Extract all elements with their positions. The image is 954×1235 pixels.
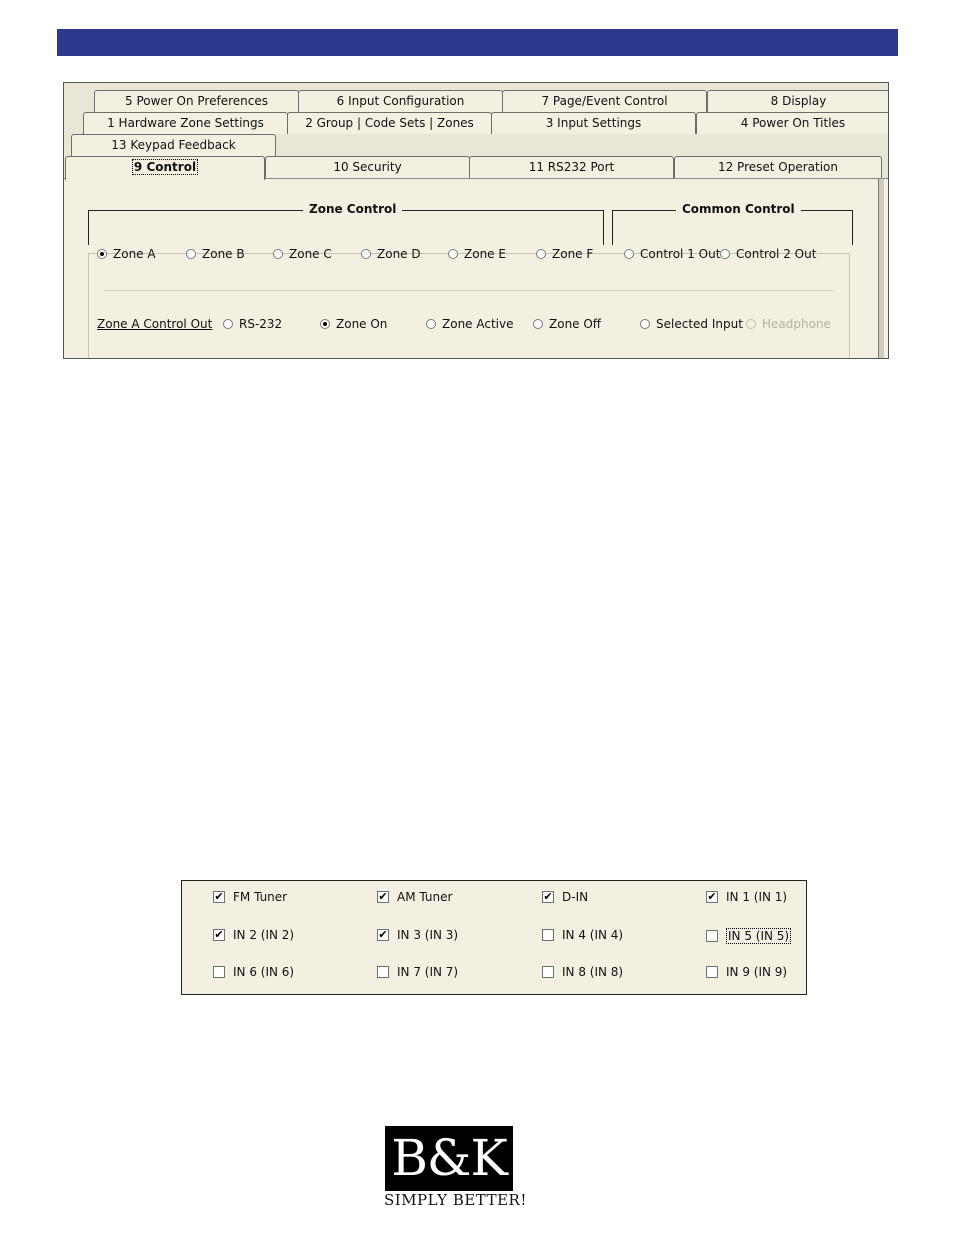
tab-preset-operation[interactable] [674, 156, 882, 178]
checkbox-label: FM Tuner [233, 890, 288, 904]
logo-text: B&K [391, 1129, 507, 1187]
checkbox-empty-icon [542, 966, 554, 978]
radio-label: Control 1 Out [640, 247, 721, 261]
tab-label: 12 Preset Operation [717, 160, 839, 174]
radio-button-icon [186, 249, 196, 259]
tab-display[interactable] [707, 90, 889, 112]
radio-zone-d[interactable] [361, 247, 421, 261]
tab-label: 6 Input Configuration [336, 94, 465, 108]
radio-button-icon [426, 319, 436, 329]
radio-button-icon [320, 319, 330, 329]
radio-label: Zone E [464, 247, 506, 261]
radio-label: Zone D [377, 247, 421, 261]
zone-control-title: Zone Control [303, 202, 402, 216]
tab-label: 11 RS232 Port [528, 160, 615, 174]
checkbox-in-9[interactable] [706, 965, 787, 979]
tab-label: 3 Input Settings [545, 116, 642, 130]
tab-label: 13 Keypad Feedback [111, 138, 236, 152]
tab-security[interactable] [265, 156, 470, 178]
checkbox-label: IN 2 (IN 2) [233, 928, 295, 942]
checkbox-label: IN 3 (IN 3) [397, 928, 459, 942]
radio-button-icon [746, 319, 756, 329]
checkbox-empty-icon [706, 966, 718, 978]
checkmark-icon: ✔ [214, 928, 224, 941]
radio-button-icon [273, 249, 283, 259]
radio-label: Zone Active [442, 317, 514, 331]
checkmark-icon: ✔ [707, 890, 717, 903]
tab-input-configuration[interactable] [298, 90, 503, 112]
radio-control-2-out[interactable] [720, 247, 816, 261]
checkbox-label: IN 6 (IN 6) [233, 965, 295, 979]
control-out-frame [88, 253, 850, 359]
radio-button-icon [361, 249, 371, 259]
checkbox-label: IN 8 (IN 8) [562, 965, 624, 979]
input-checkbox-panel [181, 880, 807, 995]
tab-label: 4 Power On Titles [740, 116, 846, 130]
checkbox-in-1[interactable] [706, 890, 787, 904]
radio-rs232[interactable] [223, 317, 282, 331]
checkbox-in-3[interactable] [377, 928, 458, 942]
tab-label: 1 Hardware Zone Settings [107, 116, 264, 130]
checkbox-empty-icon [706, 930, 718, 942]
radio-zone-active[interactable] [426, 317, 513, 331]
checkbox-label: IN 7 (IN 7) [397, 965, 459, 979]
radio-zone-off[interactable] [533, 317, 601, 331]
checkbox-in-2[interactable] [213, 928, 294, 942]
tab-input-settings[interactable] [491, 112, 696, 134]
header-bar [57, 29, 898, 56]
tab-group-code-sets-zones[interactable] [287, 112, 492, 134]
radio-button-icon [533, 319, 543, 329]
radio-zone-c[interactable] [273, 247, 332, 261]
checkmark-icon: ✔ [378, 928, 388, 941]
zone-control-out-label: Zone A Control Out [97, 317, 213, 331]
checkbox-in-5[interactable] [706, 928, 791, 944]
checkbox-label: IN 1 (IN 1) [726, 890, 788, 904]
radio-button-icon [624, 249, 634, 259]
radio-button-icon [720, 249, 730, 259]
tab-label: 9 Control [133, 160, 197, 174]
radio-label: Zone B [202, 247, 245, 261]
checkbox-in-8[interactable] [542, 965, 623, 979]
checkbox-d-in[interactable] [542, 890, 588, 904]
checkbox-label: IN 4 (IN 4) [562, 928, 624, 942]
radio-selected-input[interactable] [640, 317, 743, 331]
tab-label: 8 Display [770, 94, 827, 108]
panel-edge [878, 179, 884, 359]
radio-zone-on[interactable] [320, 317, 387, 331]
checkbox-in-6[interactable] [213, 965, 294, 979]
radio-label: Headphone [762, 317, 831, 331]
zone-control-group [88, 202, 604, 245]
radio-button-icon [536, 249, 546, 259]
checkbox-empty-icon [377, 966, 389, 978]
checkmark-icon: ✔ [378, 890, 388, 903]
common-control-group [612, 202, 853, 245]
tab-rs232-port[interactable] [469, 156, 674, 178]
radio-button-icon [448, 249, 458, 259]
tab-label: 7 Page/Event Control [541, 94, 668, 108]
radio-label: Selected Input [656, 317, 743, 331]
radio-button-icon [640, 319, 650, 329]
radio-zone-b[interactable] [186, 247, 245, 261]
radio-headphone [746, 317, 831, 331]
tab-label: 5 Power On Preferences [125, 94, 268, 108]
radio-label: Control 2 Out [736, 247, 817, 261]
tab-power-on-titles[interactable] [696, 112, 889, 134]
checkbox-label: AM Tuner [397, 890, 453, 904]
radio-label: Zone A [113, 247, 156, 261]
radio-button-icon [223, 319, 233, 329]
checkbox-am-tuner[interactable] [377, 890, 452, 904]
radio-zone-a[interactable] [97, 247, 156, 261]
tab-label: 10 Security [333, 160, 402, 174]
common-control-title: Common Control [676, 202, 801, 216]
tab-control[interactable] [65, 156, 265, 180]
tab-label: 2 Group | Code Sets | Zones [305, 116, 474, 130]
logo-tagline: SIMPLY BETTER! [384, 1191, 527, 1209]
radio-label: Zone C [289, 247, 332, 261]
radio-label: Zone F [552, 247, 594, 261]
checkbox-label: IN 5 (IN 5) [728, 929, 790, 943]
checkbox-label: IN 9 (IN 9) [726, 965, 788, 979]
radio-zone-e[interactable] [448, 247, 506, 261]
checkbox-empty-icon [542, 929, 554, 941]
checkmark-icon: ✔ [214, 890, 224, 903]
radio-control-1-out[interactable] [624, 247, 720, 261]
control-dialog [63, 82, 889, 359]
checkbox-label: D-IN [562, 890, 589, 904]
radio-label: Zone On [336, 317, 388, 331]
bk-logo [385, 1126, 513, 1191]
tab-power-on-preferences[interactable] [94, 90, 299, 112]
checkbox-in-4[interactable] [542, 928, 623, 942]
radio-label: Zone Off [549, 317, 602, 331]
radio-button-icon [97, 249, 107, 259]
checkbox-fm-tuner[interactable] [213, 890, 287, 904]
checkbox-empty-icon [213, 966, 225, 978]
tab-keypad-feedback[interactable] [71, 134, 276, 156]
checkmark-icon: ✔ [543, 890, 553, 903]
separator [104, 290, 834, 291]
radio-zone-f[interactable] [536, 247, 593, 261]
tab-page-event-control[interactable] [502, 90, 707, 112]
tab-hardware-zone-settings[interactable] [83, 112, 288, 134]
checkbox-in-7[interactable] [377, 965, 458, 979]
radio-label: RS-232 [239, 317, 283, 331]
